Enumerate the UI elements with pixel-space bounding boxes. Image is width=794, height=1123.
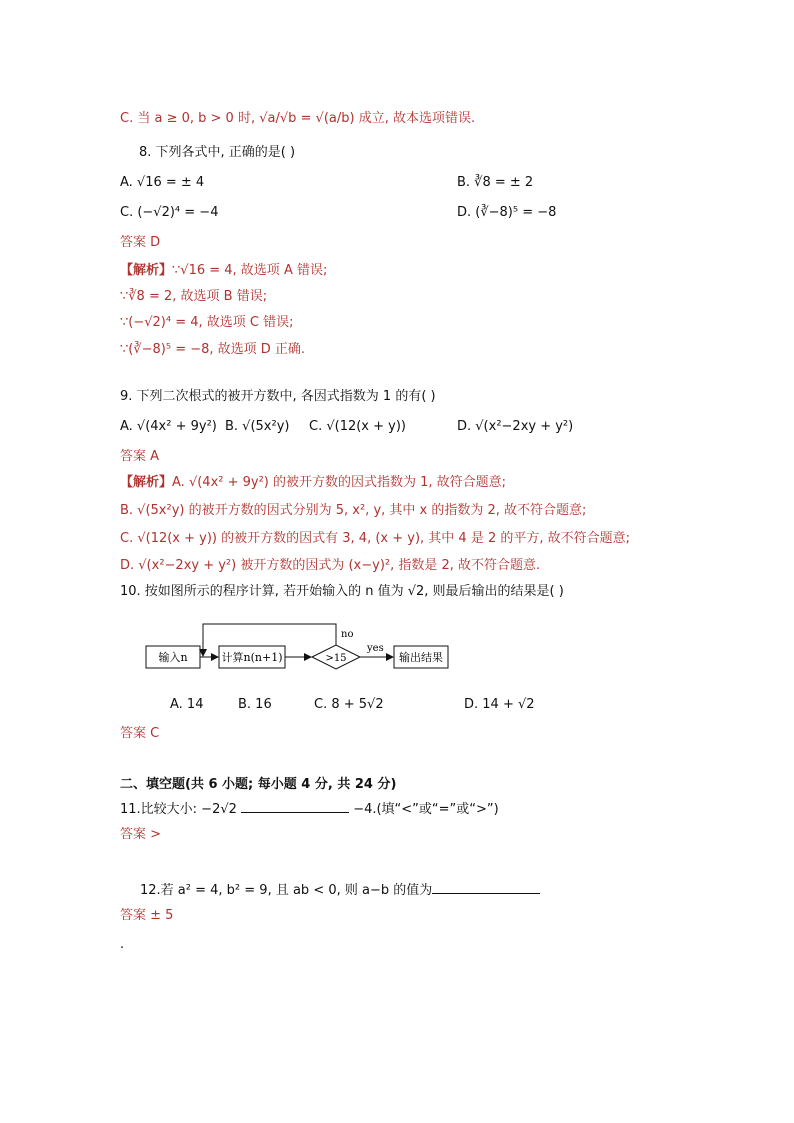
- q10-option-a: A. 14: [170, 697, 204, 712]
- flow-input-text: 输入n: [158, 651, 188, 664]
- q10-option-c: C. 8 + 5√2: [314, 697, 384, 712]
- q8-option-a: A. √16 = ± 4: [120, 175, 205, 190]
- q9-option-a: A. √(4x² + 9y²): [120, 419, 217, 434]
- q8-answer: 答案 D: [120, 235, 161, 250]
- q9-explanation-3: C. √(12(x + y)) 的被开方数的因式有 3, 4, (x + y), 其中 4 是 2 的平方, 故不符合题意;: [120, 531, 631, 546]
- program-flowchart: [140, 618, 460, 678]
- q11-answer: 答案 >: [120, 827, 162, 842]
- q11-blank[interactable]: [241, 800, 349, 813]
- q8-explanation-4: ∵(∛−8)⁵ = −8, 故选项 D 正确.: [120, 342, 306, 357]
- q9-answer: 答案 A: [120, 449, 160, 464]
- flow-output-text: 输出结果: [399, 651, 443, 664]
- q8-explanation-1: 【解析】∵√16 = 4, 故选项 A 错误;: [120, 263, 328, 278]
- q8-option-d: D. (∛−8)⁵ = −8: [457, 205, 557, 220]
- q9-explanation-2: B. √(5x²y) 的被开方数的因式分别为 5, x², y, 其中 x 的指数为 2, 故不符合题意;: [120, 503, 587, 518]
- q8-explanation-3: ∵(−√2)⁴ = 4, 故选项 C 错误;: [120, 315, 294, 330]
- q9-option-c: C. √(12(x + y)): [309, 419, 406, 434]
- q10-option-b: B. 16: [238, 697, 272, 712]
- question-11: 11.比较大小: −2√2 −4.(填“<”或“=”或“>”): [120, 802, 499, 817]
- q9-option-d: D. √(x²−2xy + y²): [457, 419, 574, 434]
- q9-explanation-4: D. √(x²−2xy + y²) 被开方数的因式为 (x−y)², 指数是 2, 故不符合题意.: [120, 558, 541, 573]
- question-10: 10. 按如图所示的程序计算, 若开始输入的 n 值为 √2, 则最后输出的结果是( ): [120, 584, 564, 599]
- flow-condition-text: >15: [325, 653, 347, 664]
- q10-answer: 答案 C: [120, 726, 160, 741]
- q10-option-d: D. 14 + √2: [464, 697, 535, 712]
- q12-answer: 答案 ± 5: [120, 908, 174, 923]
- q9-option-b: B. √(5x²y): [225, 419, 290, 434]
- q8-explanation-2: ∵∛8 = 2, 故选项 B 错误;: [120, 289, 268, 304]
- q9-explanation-1: 【解析】A. √(4x² + 9y²) 的被开方数的因式指数为 1, 故符合题意;: [120, 475, 507, 490]
- q8-option-b: B. ∛8 = ± 2: [457, 175, 534, 190]
- flow-no-label: no: [341, 629, 354, 640]
- section-2-heading: 二、填空题(共 6 小题; 每小题 4 分, 共 24 分): [120, 777, 397, 792]
- question-8: 8. 下列各式中, 正确的是( ): [139, 145, 296, 160]
- question-9: 9. 下列二次根式的被开方数中, 各因式指数为 1 的有( ): [120, 389, 436, 404]
- option-c-explanation: C. 当 a ≥ 0, b > 0 时, √a/√b = √(a/b) 成立, 故本选项错误.: [120, 111, 476, 126]
- question-12: 12.若 a² = 4, b² = 9, 且 ab < 0, 则 a−b 的值为: [140, 881, 540, 900]
- q8-option-c: C. (−√2)⁴ = −4: [120, 205, 219, 220]
- trailing-dot: .: [120, 937, 125, 952]
- flow-compute-text: 计算n(n+1): [221, 651, 283, 664]
- q12-blank[interactable]: [432, 881, 540, 894]
- flow-yes-label: yes: [367, 643, 384, 654]
